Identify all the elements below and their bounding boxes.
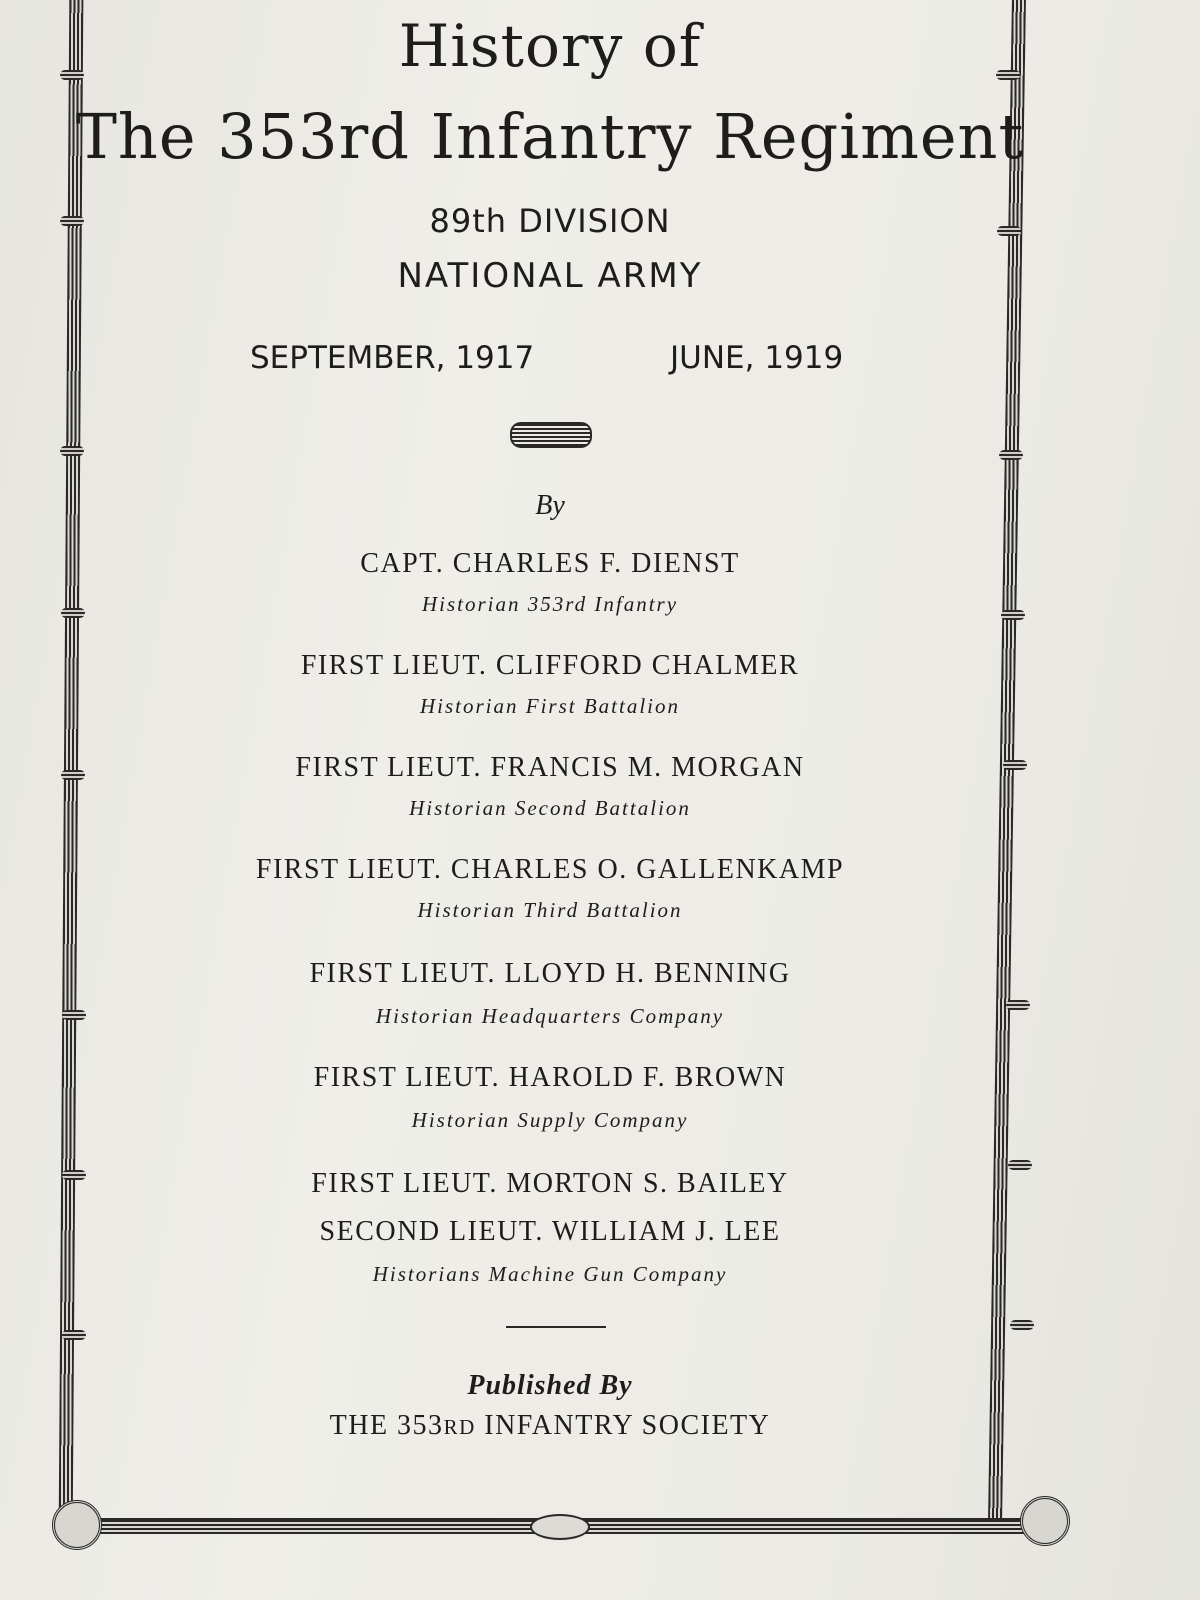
author-name: FIRST LIEUT. MORTON S. BAILEY <box>311 1168 789 1199</box>
divider-rule <box>506 1326 606 1328</box>
date-start: SEPTEMBER, 1917 <box>250 340 535 376</box>
author-name: FIRST LIEUT. LLOYD H. BENNING <box>309 958 791 989</box>
publisher-name <box>0 1410 1100 1442</box>
author-name: FIRST LIEUT. FRANCIS M. MORGAN <box>295 752 805 783</box>
author-role: Historian Supply Company <box>411 1108 689 1132</box>
border-knot <box>999 450 1023 460</box>
scroll-ornament <box>510 422 592 448</box>
border-knot <box>62 1330 86 1340</box>
corner-ornament <box>52 1500 102 1550</box>
published-by-label: Published By <box>467 1370 633 1401</box>
army-label: NATIONAL ARMY <box>397 256 703 296</box>
author-role: Historians Machine Gun Company <box>372 1262 728 1286</box>
author-name: FIRST LIEUT. CLIFFORD CHALMER <box>300 650 800 681</box>
division-label: 89th DIVISION <box>429 202 671 240</box>
by-label: By <box>535 490 565 521</box>
bottom-center-ornament <box>530 1514 590 1540</box>
title-line-2: The 353rd Infantry Regiment <box>75 100 1025 173</box>
author-role: Historian Second Battalion <box>409 796 691 820</box>
corner-ornament <box>1020 1496 1070 1546</box>
author-role: Historian Headquarters Company <box>375 1004 725 1028</box>
date-end: JUNE, 1919 <box>670 340 844 376</box>
publisher-rest: INFANTRY SOCIETY <box>475 1410 771 1441</box>
author-name: FIRST LIEUT. HAROLD F. BROWN <box>313 1062 787 1093</box>
author-name: FIRST LIEUT. CHARLES O. GALLENKAMP <box>255 854 845 885</box>
author-role: Historian Third Battalion <box>417 898 683 922</box>
author-name: SECOND LIEUT. WILLIAM J. LEE <box>319 1216 781 1247</box>
publisher-prefix: THE 353 <box>329 1410 444 1441</box>
border-knot <box>1010 1320 1034 1330</box>
border-knot <box>60 446 84 456</box>
author-name: CAPT. CHARLES F. DIENST <box>360 548 740 579</box>
author-role: Historian 353rd Infantry <box>421 592 679 616</box>
author-role: Historian First Battalion <box>419 694 681 718</box>
publisher-ordinal: RD <box>443 1415 476 1439</box>
title-line-1: History of <box>398 12 702 80</box>
